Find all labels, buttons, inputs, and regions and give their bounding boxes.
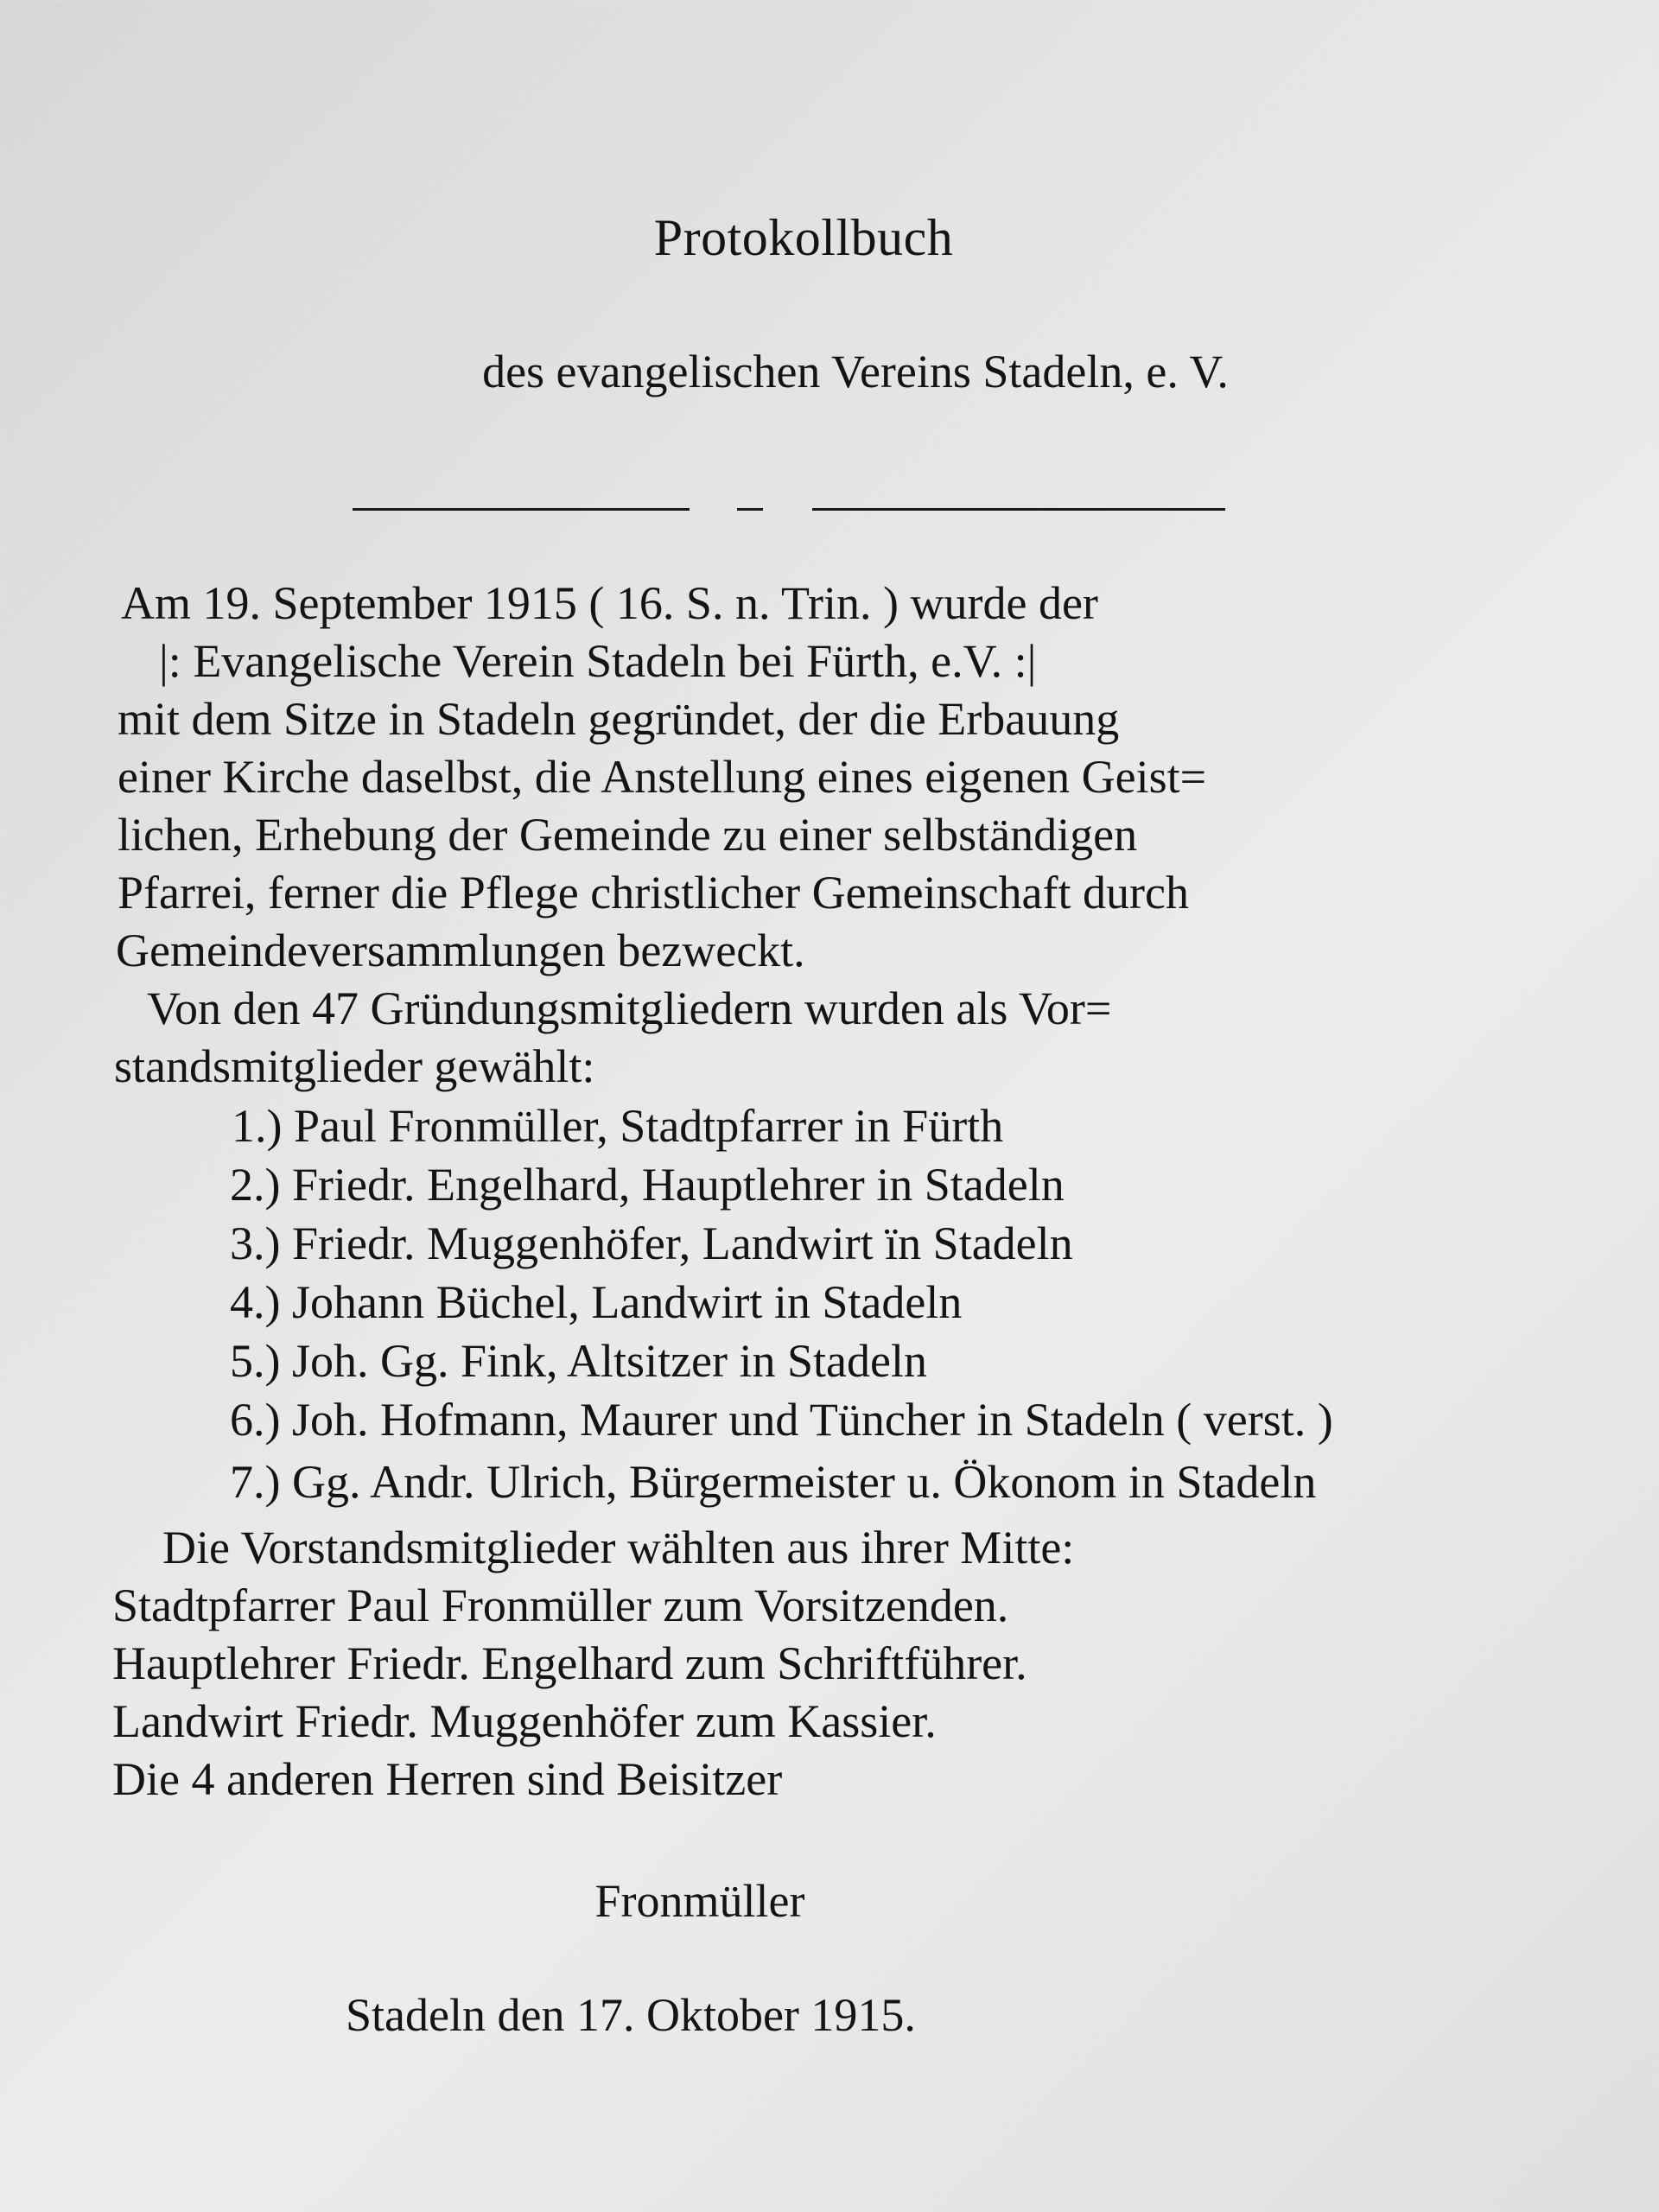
separator-rule-right	[812, 508, 1225, 511]
member-list-item: 3.) Friedr. Muggenhöfer, Landwirt ïn Stadeln	[230, 1217, 1073, 1269]
member-list-item: 6.) Joh. Hofmann, Maurer und Tüncher in Stadeln ( verst. )	[230, 1394, 1333, 1446]
member-list-item: 2.) Friedr. Engelhard, Hauptlehrer in Stadeln	[230, 1159, 1065, 1211]
body-line: Pfarrei, ferner die Pflege christlicher Gemeinschaft durch	[118, 867, 1189, 918]
closing-line: Hauptlehrer Friedr. Engelhard zum Schriftführer.	[112, 1637, 1027, 1689]
closing-line: Landwirt Friedr. Muggenhöfer zum Kassier.	[112, 1695, 937, 1747]
closing-line: Stadtpfarrer Paul Fronmüller zum Vorsitzenden.	[112, 1580, 1009, 1631]
place-date: Stadeln den 17. Oktober 1915.	[346, 1989, 916, 2041]
body-line: Von den 47 Gründungsmitgliedern wurden als Vor=	[147, 982, 1112, 1034]
separator-rule-left	[353, 508, 690, 511]
member-list-item: 1.) Paul Fronmüller, Stadtpfarrer in Fürth	[232, 1100, 1004, 1152]
separator-dash	[737, 508, 763, 511]
document-title: Protokollbuch	[653, 209, 954, 266]
document-subtitle: des evangelischen Vereins Stadeln, e. V.	[482, 346, 1229, 397]
body-line: standsmitglieder gewählt:	[114, 1040, 595, 1092]
body-line: einer Kirche daselbst, die Anstellung eines eigenen Geist=	[118, 751, 1207, 803]
body-line: |: Evangelische Verein Stadeln bei Fürth, e.V. :|	[159, 635, 1037, 687]
body-line: Gemeindeversammlungen bezweckt.	[116, 925, 805, 976]
member-list-item: 5.) Joh. Gg. Fink, Altsitzer in Stadeln	[230, 1335, 927, 1387]
closing-line: Die Vorstandsmitglieder wählten aus ihrer Mitte:	[162, 1522, 1075, 1573]
member-list-item: 4.) Johann Büchel, Landwirt in Stadeln	[230, 1276, 963, 1328]
body-line: lichen, Erhebung der Gemeinde zu einer selbständigen	[118, 809, 1138, 861]
member-list-item: 7.) Gg. Andr. Ulrich, Bürgermeister u. Ökonom in Stadeln	[230, 1456, 1317, 1508]
signature: Fronmüller	[594, 1875, 805, 1927]
body-line: mit dem Sitze in Stadeln gegründet, der die Erbauung	[118, 693, 1120, 745]
body-line: Am 19. September 1915 ( 16. S. n. Trin. ) wurde der	[121, 577, 1098, 629]
closing-line: Die 4 anderen Herren sind Beisitzer	[112, 1753, 783, 1805]
